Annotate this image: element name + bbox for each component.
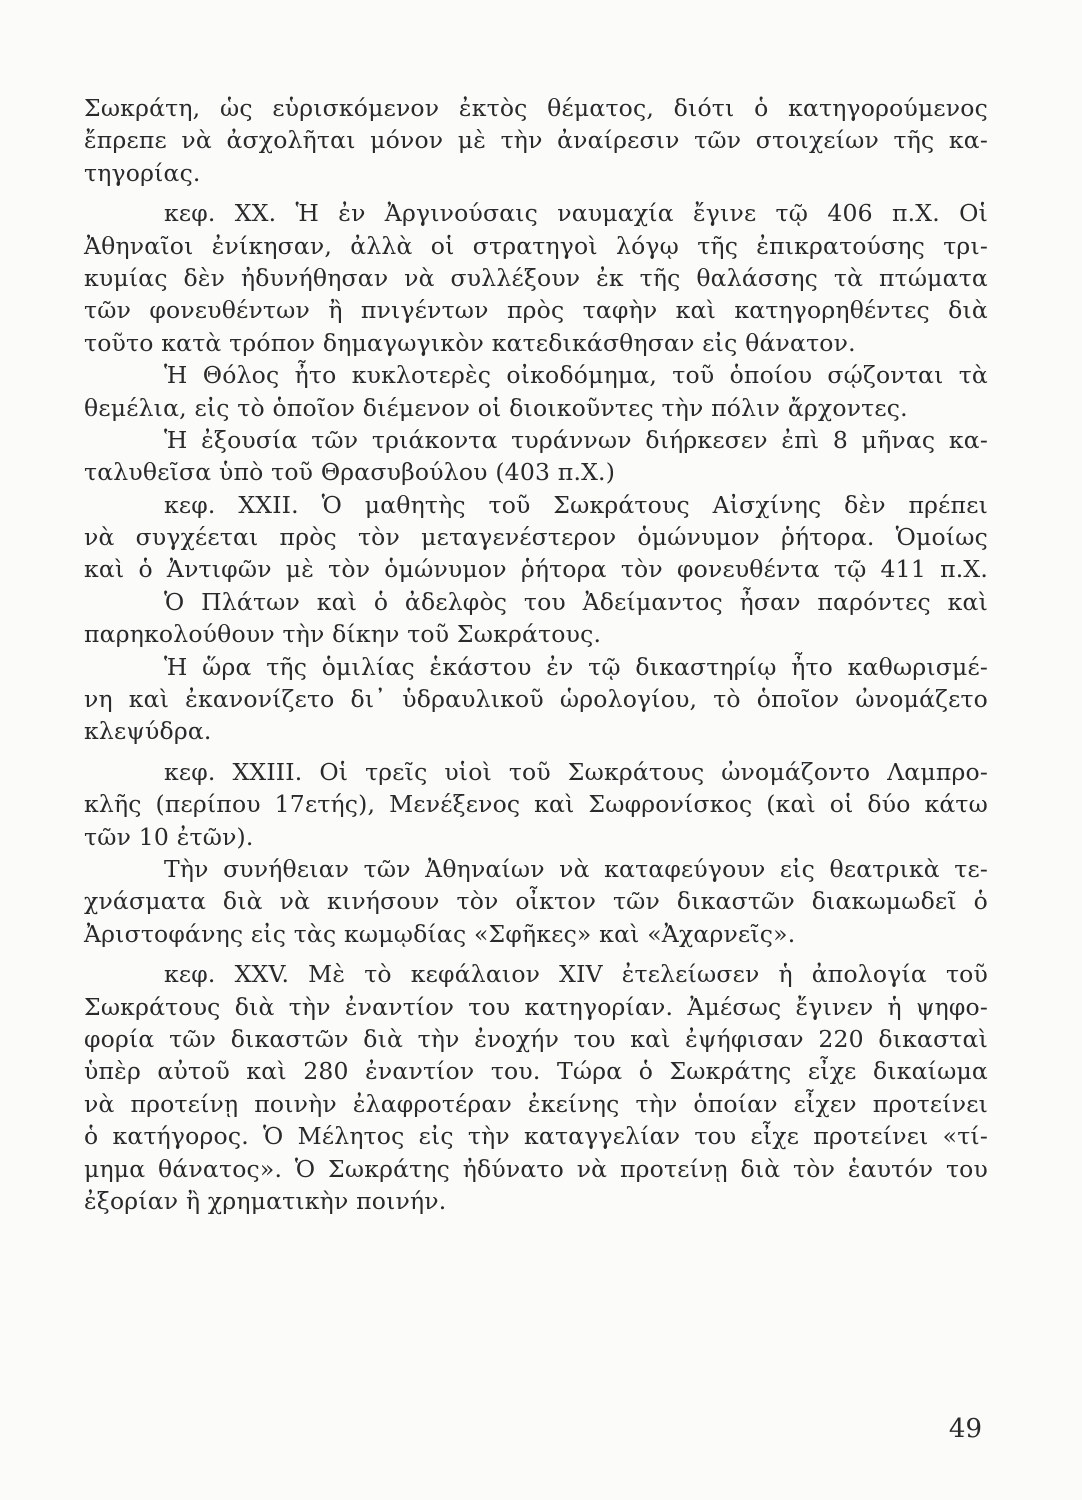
text-line: τηγορίας. (84, 158, 201, 187)
text-line: κλῆς (περίπου 17ετής), Μενέξενος καὶ Σωφρονίσκος (καὶ οἱ δύο κάτω (84, 790, 988, 819)
text-line: ἐξορίαν ἢ χρηματικὴν ποινήν. (84, 1186, 447, 1215)
section-heading-line: κεφ. ΧΧΙΙΙ. Οἱ τρεῖς υἱοὶ τοῦ Σωκράτους ὠνομάζοντο Λαμπρο- (164, 757, 988, 786)
text-line: φορία τῶν δικαστῶν διὰ τὴν ἐνοχήν του καὶ ἐψήφισαν 220 δικασταὶ (84, 1024, 988, 1053)
text-line: καὶ ὁ Ἀντιφῶν μὲ τὸν ὁμώνυμον ῥήτορα τὸν φονευθέντα τῷ 411 π.Χ. (84, 555, 988, 584)
page-number: 49 (948, 1414, 982, 1444)
text-line: τῶν 10 ἐτῶν). (84, 822, 254, 851)
text-line: νὰ συγχέεται πρὸς τὸν μεταγενέστερον ὁμώνυμον ῥήτορα. Ὁμοίως (84, 523, 988, 552)
text-line: μημα θάνατος». Ὁ Σωκράτης ἠδύνατο νὰ προτείνῃ διὰ τὸν ἑαυτόν του (84, 1154, 988, 1183)
text-line: ἔπρεπε νὰ ἀσχολῆται μόνον μὲ τὴν ἀναίρεσιν τῶν στοιχείων τῆς κα- (84, 126, 988, 155)
text-line: Σωκράτη, ὡς εὑρισκόμενον ἐκτὸς θέματος, διότι ὁ κατηγορούμενος (84, 94, 988, 122)
text-line: ὁ κατήγορος. Ὁ Μέλητος εἰς τὴν καταγγελίαν του εἶχε προτείνει «τί- (84, 1122, 988, 1151)
section-heading-line: κεφ. ΧΧΙΙ. Ὁ μαθητὴς τοῦ Σωκράτους Αἰσχίνης δὲν πρέπει (164, 490, 988, 519)
text-line: θεμέλια, εἰς τὸ ὁποῖον διέμενον οἱ διοικοῦντες τὴν πόλιν ἄρχοντες. (84, 393, 908, 422)
text-line: χνάσματα διὰ νὰ κινήσουν τὸν οἶκτον τῶν δικαστῶν διακωμωδεῖ ὁ (84, 887, 988, 916)
text-line: νη καὶ ἐκανονίζετο δι᾽ ὑδραυλικοῦ ὡρολογίου, τὸ ὁποῖον ὠνομάζετο (84, 685, 988, 714)
text-line: παρηκολούθουν τὴν δίκην τοῦ Σωκράτους. (84, 620, 602, 649)
text-line: ὑπὲρ αὐτοῦ καὶ 280 ἐναντίον του. Τώρα ὁ Σωκράτης εἶχε δικαίωμα (84, 1057, 988, 1086)
text-line: τῶν φονευθέντων ἢ πνιγέντων πρὸς ταφὴν καὶ κατηγορηθέντες διὰ (84, 296, 988, 325)
text-line: νὰ προτείνῃ ποινὴν ἐλαφροτέραν ἐκείνης τὴν ὁποίαν εἶχεν προτείνει (84, 1089, 988, 1118)
body-text (84, 92, 988, 1217)
text-line: Σωκράτους διὰ τὴν ἐναντίον του κατηγορίαν. Ἀμέσως ἔγινεν ἡ ψηφο- (84, 992, 988, 1021)
text-line: Ἀριστοφάνης εἰς τὰς κωμῳδίας «Σφῆκες» καὶ «Ἀχαρνεῖς». (84, 919, 796, 948)
text-line: Ἡ ὥρα τῆς ὁμιλίας ἑκάστου ἐν τῷ δικαστηρίῳ ἦτο καθωρισμέ- (164, 652, 988, 681)
section-heading-line: κεφ. ΧΧV. Μὲ τὸ κεφάλαιον ΧΙV ἐτελείωσεν ἡ ἀπολογία τοῦ (164, 960, 988, 989)
text-line: Τὴν συνήθειαν τῶν Ἀθηναίων νὰ καταφεύγουν εἰς θεατρικὰ τε- (164, 854, 988, 883)
section-heading-line: κεφ. ΧΧ. Ἡ ἐν Ἀργινούσαις ναυμαχία ἔγινε τῷ 406 π.Χ. Οἱ (164, 199, 988, 228)
text-line: Ἀθηναῖοι ἐνίκησαν, ἀλλὰ οἱ στρατηγοὶ λόγῳ τῆς ἐπικρατούσης τρι- (84, 231, 988, 260)
text-line: κλεψύδρα. (84, 717, 212, 746)
text-line: Ἡ ἐξουσία τῶν τριάκοντα τυράννων διήρκεσεν ἐπὶ 8 μῆνας κα- (164, 425, 988, 454)
text-line: τοῦτο κατὰ τρόπον δημαγωγικὸν κατεδικάσθησαν εἰς θάνατον. (84, 328, 856, 357)
text-line: ταλυθεῖσα ὑπὸ τοῦ Θρασυβούλου (403 π.Χ.) (84, 458, 616, 487)
text-line: κυμίας δὲν ἠδυνήθησαν νὰ συλλέξουν ἐκ τῆς θαλάσσης τὰ πτώματα (84, 263, 988, 292)
text-line: Ὁ Πλάτων καὶ ὁ ἀδελφὸς του Ἀδείμαντος ἦσαν παρόντες καὶ (164, 587, 988, 616)
text-line: Ἡ Θόλος ἦτο κυκλοτερὲς οἰκοδόμημα, τοῦ ὁποίου σῴζονται τὰ (164, 361, 988, 390)
